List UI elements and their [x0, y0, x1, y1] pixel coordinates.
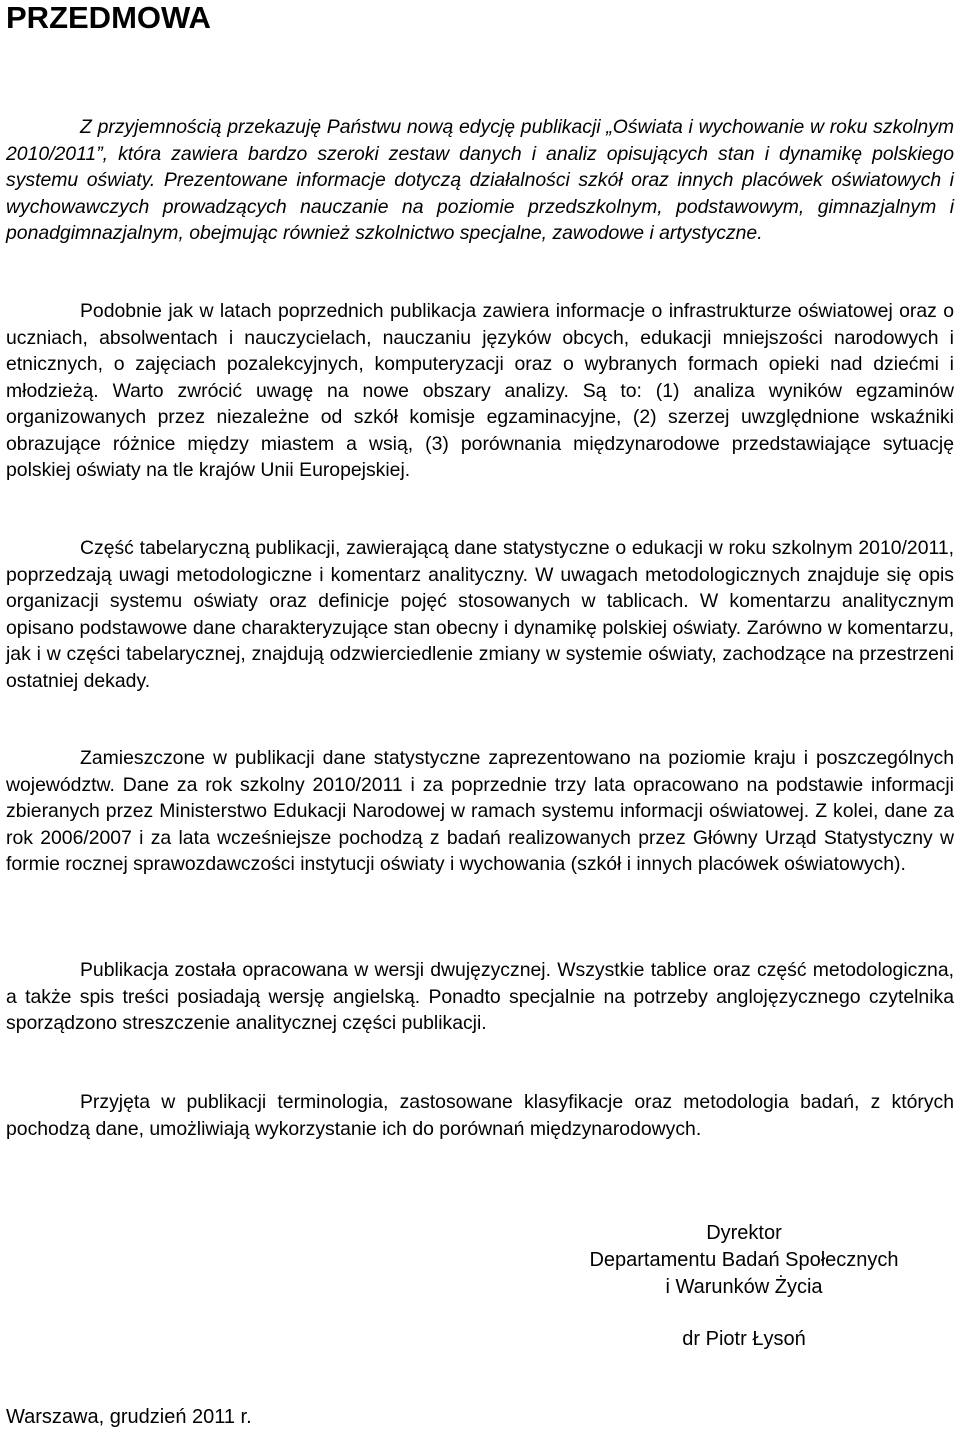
paragraph-data-sources-text: Zamieszczone w publikacji dane statystyczne zaprezentowano na poziomie kraju i poszczególnych województw. Dane za rok szkolny 2010/2011 i za poprzednie trzy lata opracowano na podstawie informacji zbieranych przez Ministerstwo Edukacji Narodowej w ramach systemu informacji oświatowej. Z kolei, dane za rok 2006/2007 i za lata wcześniejsze pochodzą z badań realizowanych przez Główny Urząd Statystyczny w formie rocznej sprawozdawczości instytucji oświaty i wychowania (szkół i innych placówek oświatowych).	[6, 747, 954, 875]
signature-department-line2: i Warunków Życia	[665, 1276, 823, 1298]
paragraph-terminology-text: Przyjęta w publikacji terminologia, zastosowane klasyfikacje oraz metodologia badań, z których pochodzą dane, umożliwiają wykorzystanie ich do porównań międzynarodowych.	[6, 1091, 954, 1140]
signature-block	[534, 1220, 954, 1353]
paragraph-scope	[6, 298, 954, 484]
signature-department: Departamentu Badań Społecznych	[589, 1249, 899, 1271]
paragraph-data-sources	[6, 745, 954, 878]
signature-role: Dyrektor	[706, 1222, 782, 1244]
paragraph-scope-text: Podobnie jak w latach poprzednich publikacja zawiera informacje o infrastrukturze oświatowej oraz o uczniach, absolwentach i nauczycielach, nauczaniu języków obcych, edukacji mniejszości narodowych i etnicznych, o zajęciach pozalekcyjnych, komputeryzacji oraz o wybranych formach opieki nad dziećmi i młodzieżą. Warto zwrócić uwagę na nowe obszary analizy. Są to: (1) analiza wyników egzaminów organizowanych przez niezależne od szkół komisje egzaminacyjne, (2) szerzej uwzględnione wskaźniki obrazujące różnice między miastem a wsią, (3) porównania międzynarodowe przedstawiające sytuację polskiej oświaty na tle krajów Unii Europejskiej.	[6, 300, 954, 481]
signature-name: dr Piotr Łysoń	[682, 1328, 806, 1350]
paragraph-intro-text: Z przyjemnością przekazuję Państwu nową edycję publikacji „Oświata i wychowanie w roku szkolnym 2010/2011”, która zawiera bardzo szeroki zestaw danych i analiz opisujących stan i dynamikę polskiego systemu oświaty. Prezentowane informacje dotyczą działalności szkół oraz innych placówek oświatowych i wychowawczych prowadzących nauczanie na poziomie przedszkolnym, podstawowym, gimnazjalnym i ponadgimnazjalnym, obejmując również szkolnictwo specjalne, zawodowe i artystyczne.	[6, 116, 954, 244]
paragraph-intro	[6, 114, 954, 247]
place-and-date: Warszawa, grudzień 2011 r.	[6, 1406, 252, 1428]
page-title: PRZEDMOWA	[6, 0, 211, 35]
paragraph-bilingual-text: Publikacja została opracowana w wersji dwujęzycznej. Wszystkie tablice oraz część metodologiczna, a także spis treści posiadają wersję angielską. Ponadto specjalnie na potrzeby anglojęzycznego czytelnika sporządzono streszczenie analitycznej części publikacji.	[6, 959, 954, 1034]
paragraph-structure	[6, 535, 954, 694]
paragraph-bilingual	[6, 957, 954, 1037]
paragraph-terminology	[6, 1089, 954, 1142]
paragraph-structure-text: Część tabelaryczną publikacji, zawierającą dane statystyczne o edukacji w roku szkolnym 2010/2011, poprzedzają uwagi metodologiczne i komentarz analityczny. W uwagach metodologicznych znajduje się opis organizacji systemu oświaty oraz definicje pojęć stosowanych w tablicach. W komentarzu analitycznym opisano podstawowe dane charakteryzujące stan obecny i dynamikę polskiej oświaty. Zarówno w komentarzu, jak i w części tabelarycznej, znajdują odzwierciedlenie zmiany w systemie oświaty, zachodzące na przestrzeni ostatniej dekady.	[6, 537, 954, 692]
